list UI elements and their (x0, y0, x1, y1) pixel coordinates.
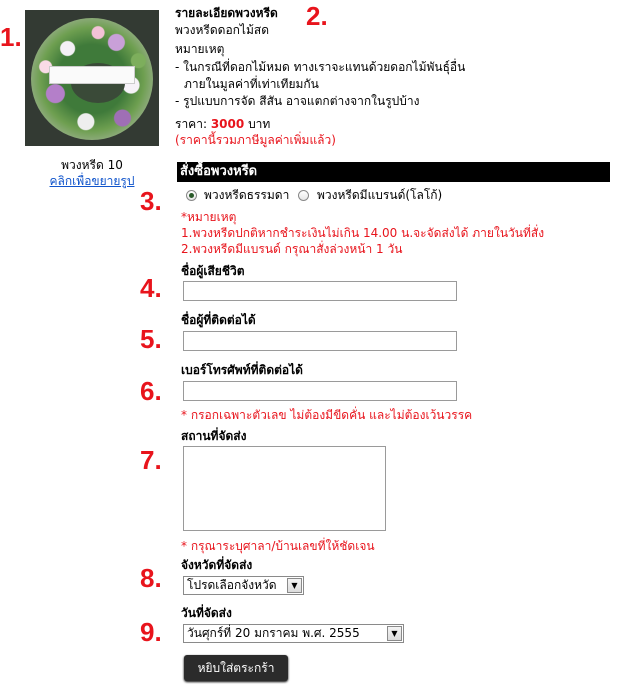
wreath-image[interactable] (25, 10, 159, 146)
note-line-2: ภายในมูลค่าที่เท่าเทียมกัน (184, 77, 319, 91)
phone-input[interactable] (183, 381, 457, 401)
marker-3: 3. (140, 186, 162, 216)
radio-brand-wreath[interactable] (298, 190, 309, 201)
address-label: สถานที่จัดส่ง (181, 429, 247, 443)
enlarge-image-link[interactable]: คลิกเพื่อขยายรูป (49, 174, 135, 188)
date-label: วันที่จัดส่ง (181, 606, 232, 620)
price-value: 3000 (210, 117, 245, 131)
product-name: พวงหรีด 10 (61, 158, 123, 172)
contact-label: ชื่อผู้ที่ติดต่อได้ (181, 313, 256, 327)
address-note: * กรุณาระบุศาลา/บ้านเลขที่ให้ชัดเจน (181, 539, 375, 553)
radio-normal-wreath[interactable] (186, 190, 197, 201)
price-label: ราคา: (175, 117, 207, 131)
marker-5: 5. (140, 324, 162, 354)
marker-8: 8. (140, 563, 162, 593)
province-label: จังหวัดที่จัดส่ง (181, 558, 253, 572)
add-to-cart-button[interactable]: หยิบใส่ตระกร้า (184, 655, 288, 681)
wreath-name-plaque (49, 66, 135, 84)
deceased-name-input[interactable] (183, 281, 457, 301)
date-selected: วันศุกร์ที่ 20 มกราคม พ.ศ. 2555 (187, 626, 360, 640)
marker-4: 4. (140, 273, 162, 303)
address-textarea[interactable] (183, 446, 386, 531)
order-header: สั่งซื้อพวงหรีด (177, 162, 610, 182)
chevron-down-icon[interactable]: ▼ (387, 626, 402, 641)
note-line-3: - รูปแบบการจัด สีสัน อาจแตกต่างจากในรูปบ้าง (175, 94, 420, 108)
province-selected: โปรดเลือกจังหวัด (187, 578, 277, 592)
province-select[interactable] (183, 576, 304, 595)
detail-subtitle: พวงหรีดดอกไม้สด (175, 23, 269, 37)
chevron-down-icon[interactable]: ▼ (287, 578, 302, 593)
marker-1: 1. (0, 22, 22, 52)
marker-6: 6. (140, 376, 162, 406)
remark-title: *หมายเหตุ (181, 210, 237, 224)
detail-title: รายละเอียดพวงหรีด (175, 6, 278, 20)
note-line-1: - ในกรณีที่ดอกไม้หมด ทางเราจะแทนด้วยดอกไม้พันธุ์อื่น (175, 60, 466, 74)
note-heading: หมายเหตุ (175, 42, 225, 56)
price-unit: บาท (248, 117, 271, 131)
remark-2: 2.พวงหรีดมีแบรนด์ กรุณาสั่งล่วงหน้า 1 วัน (181, 242, 403, 256)
radio-normal-label[interactable]: พวงหรีดธรรมดา (204, 188, 290, 202)
deceased-label: ชื่อผู้เสียชีวิต (181, 264, 245, 278)
radio-brand-label[interactable]: พวงหรีดมีแบรนด์(โลโก้) (317, 188, 443, 202)
contact-name-input[interactable] (183, 331, 457, 351)
remark-1: 1.พวงหรีดปกติหากชำระเงินไม่เกิน 14.00 น.จะจัดส่งได้ ภายในวันที่สั่ง (181, 226, 545, 240)
date-select[interactable] (183, 624, 404, 643)
phone-note: * กรอกเฉพาะตัวเลข ไม่ต้องมีขีดคั่น และไม่ต้องเว้นวรรค (181, 408, 473, 422)
marker-7: 7. (140, 445, 162, 475)
marker-2: 2. (306, 1, 328, 31)
phone-label: เบอร์โทรศัพท์ที่ติดต่อได้ (181, 363, 303, 377)
vat-note: (ราคานี้รวมภาษีมูลค่าเพิ่มแล้ว) (175, 133, 336, 147)
marker-9: 9. (140, 617, 162, 647)
